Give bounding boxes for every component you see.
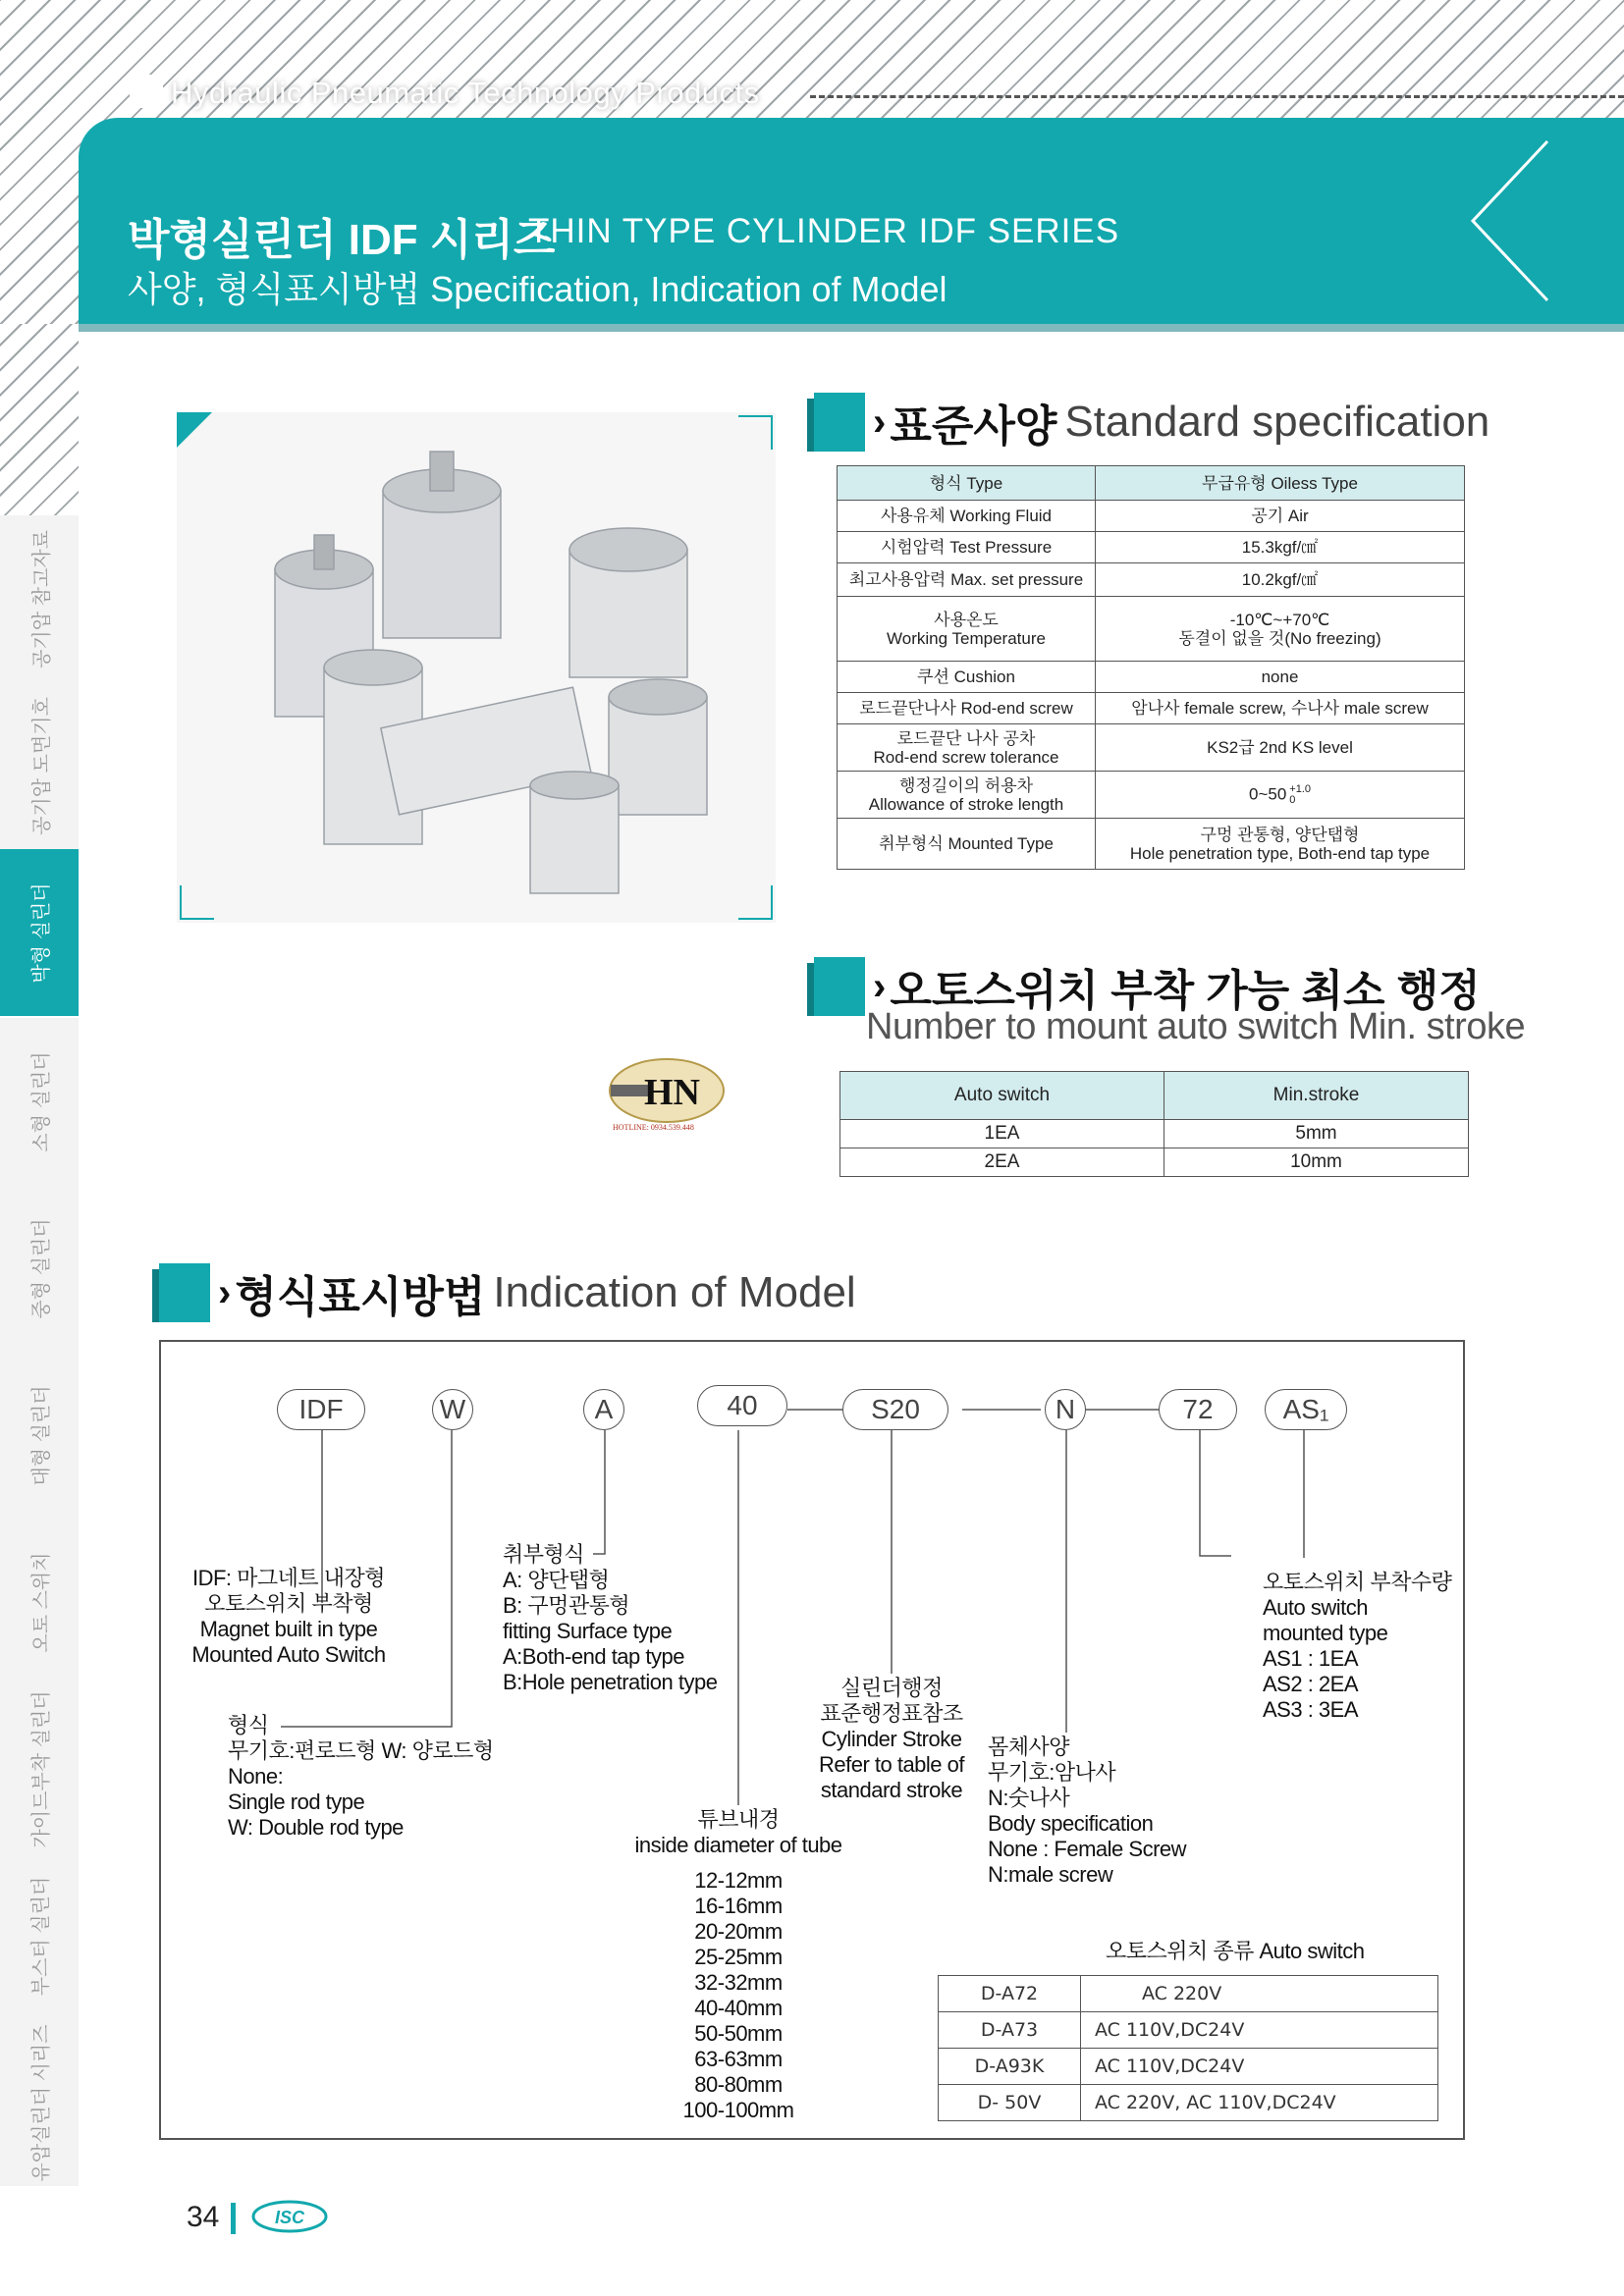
- tolerance: [1289, 784, 1311, 806]
- auto-switch-table: [938, 1975, 1438, 2121]
- heading-marker-icon: [814, 393, 865, 452]
- desc-line: None:: [228, 1764, 284, 1789]
- spec-value-line: 10.2kgf/㎠: [1241, 570, 1319, 589]
- desc-line: standard stroke: [820, 1778, 963, 1802]
- table-header-row: [838, 466, 1465, 501]
- spec-label-line: 로드끝단 나사 공차: [896, 728, 1036, 748]
- table-cell: AC 220V: [1081, 1976, 1438, 2012]
- side-tab[interactable]: [0, 1685, 79, 1853]
- side-tab[interactable]: [0, 1018, 79, 1186]
- table-row: [838, 532, 1465, 563]
- standard-spec-heading-ko: 표준사양: [890, 402, 1057, 451]
- spec-value-cell: [1096, 819, 1465, 870]
- spec-label-line: 사용유체 Working Fluid: [880, 507, 1053, 525]
- table-row: [939, 2049, 1438, 2085]
- standard-spec-heading-en: Standard specification: [1064, 398, 1490, 446]
- table-cell: AC 110V,DC24V: [1081, 2049, 1438, 2085]
- min-stroke-heading-en: Number to mount auto switch Min. stroke: [866, 1006, 1526, 1047]
- spec-label-line: Rod-end screw tolerance: [873, 747, 1059, 767]
- code-idf: IDF: [277, 1389, 365, 1430]
- spec-value-line: 동결이 없을 것(No freezing): [1178, 628, 1381, 648]
- standard-spec-heading: [814, 391, 1489, 454]
- table-cell: D- 50V: [939, 2085, 1081, 2121]
- table-header-cell: 무급유형 Oiless Type: [1096, 466, 1465, 501]
- category-text: Hydraulic Pneumatic Technology Products: [171, 76, 760, 110]
- table-row: [838, 662, 1465, 693]
- desc-line: Body specification: [988, 1811, 1154, 1836]
- spec-label-cell: [838, 597, 1096, 662]
- category-divider: [810, 95, 1624, 98]
- desc-line: Auto switch: [1263, 1595, 1368, 1620]
- side-tab-label: 대형 실린더: [30, 1384, 53, 1486]
- side-tab[interactable]: [0, 849, 79, 1017]
- spec-value-cell: [1096, 501, 1465, 532]
- desc-line: B:Hole penetration type: [503, 1670, 718, 1694]
- spec-label-cell: [838, 693, 1096, 724]
- table-row: [838, 724, 1465, 772]
- side-tab[interactable]: [0, 1852, 79, 2020]
- table-cell: D-A72: [939, 1976, 1081, 2012]
- desc-line: None : Female Screw: [988, 1837, 1187, 1861]
- table-row: [939, 2012, 1438, 2049]
- desc-line: 표준행정표참조: [820, 1701, 963, 1726]
- desc-line: AS2 : 2EA: [1263, 1672, 1359, 1696]
- model-heading: [159, 1261, 856, 1324]
- side-tab-label: 공기압 도면기호: [30, 696, 53, 835]
- side-tab-label: 중형 실린더: [30, 1217, 53, 1319]
- spec-label-line: 로드끝단나사 Rod-end screw: [859, 699, 1073, 718]
- spec-label-line: 행정길이의 허용차: [898, 775, 1034, 795]
- desc-idf: [190, 1566, 387, 1668]
- heading-marker-icon: [814, 957, 865, 1016]
- side-tab[interactable]: [0, 1352, 79, 1520]
- desc-line: inside diameter of tube: [634, 1833, 842, 1857]
- bore-item: 12-12mm: [694, 1868, 783, 1893]
- side-tab[interactable]: [0, 682, 79, 850]
- page-number: 34: [187, 2201, 220, 2233]
- standard-spec-table: [837, 465, 1465, 870]
- desc-line: W: Double rod type: [228, 1815, 404, 1840]
- desc-line: 튜브내경: [697, 1807, 780, 1832]
- chevron-left-icon: [1467, 137, 1555, 304]
- spec-value-line: -10℃~+70℃: [1229, 610, 1330, 629]
- desc-line: fitting Surface type: [503, 1619, 673, 1643]
- table-header-cell: 형식 Type: [838, 466, 1096, 501]
- spec-value-cell: [1096, 662, 1465, 693]
- table-cell: AC 110V,DC24V: [1081, 2012, 1438, 2049]
- code-switch-qty: AS₁: [1265, 1389, 1347, 1430]
- table-cell: D-A73: [939, 2012, 1081, 2049]
- spec-label-line: Allowance of stroke length: [868, 794, 1064, 814]
- spec-label-line: 시험압력 Test Pressure: [880, 538, 1053, 557]
- side-navigation: [0, 515, 79, 2182]
- spec-value-text: 0~50: [1248, 783, 1287, 803]
- table-row: [840, 1148, 1469, 1177]
- bore-item: 32-32mm: [694, 1970, 783, 1995]
- spec-label-cell: [838, 819, 1096, 870]
- desc-body: [988, 1735, 1186, 1888]
- desc-line: 오토스위치 부착형: [204, 1591, 373, 1616]
- desc-switch-qty: [1263, 1570, 1451, 1723]
- spec-value-cell: [1096, 532, 1465, 563]
- code-body: N: [1045, 1389, 1086, 1430]
- spec-label-cell: [838, 501, 1096, 532]
- table-row: [939, 1976, 1438, 2012]
- desc-line: 오토스위치 부착수량: [1263, 1570, 1452, 1594]
- tolerance-upper: +1.0: [1289, 782, 1311, 795]
- side-tab-label: 오토 스위치: [30, 1551, 53, 1653]
- model-heading-en: Indication of Model: [493, 1268, 856, 1316]
- desc-line: 형식: [228, 1713, 269, 1737]
- table-row: [838, 563, 1465, 597]
- code-switch: 72: [1159, 1389, 1237, 1430]
- desc-line: mounted type: [1263, 1621, 1388, 1645]
- side-hatch-background: [0, 324, 79, 515]
- spec-value-cell: [1096, 563, 1465, 597]
- table-cell: 5mm: [1164, 1120, 1469, 1148]
- bore-item: 80-80mm: [694, 2072, 783, 2097]
- desc-line: Refer to table of: [818, 1752, 965, 1777]
- side-tab-label: 가이드부착 실린더: [30, 1689, 53, 1848]
- table-row: [840, 1120, 1469, 1148]
- code-stroke: S20: [842, 1389, 948, 1430]
- desc-mounting: [503, 1542, 717, 1695]
- table-row: [838, 693, 1465, 724]
- table-header-row: [840, 1072, 1469, 1120]
- spec-value-line: 공기 Air: [1251, 507, 1309, 525]
- spec-value-line: none: [1261, 667, 1299, 686]
- desc-line: B: 구멍관통형: [503, 1593, 630, 1618]
- spec-value-cell: [1096, 724, 1465, 772]
- side-tab[interactable]: [0, 515, 79, 683]
- model-heading-ko: 형식표시방법: [235, 1273, 486, 1321]
- table-cell: 1EA: [840, 1120, 1164, 1148]
- product-photo: [177, 412, 776, 923]
- page-title: 박형실린더 IDF 시리즈: [128, 216, 556, 264]
- bore-item: 40-40mm: [694, 1996, 783, 2020]
- isc-logo-text: ISC: [274, 2208, 305, 2227]
- auto-switch-title: 오토스위치 종류 Auto switch: [1106, 1939, 1365, 1963]
- bore-item: 63-63mm: [694, 2047, 783, 2071]
- desc-rod-type: [228, 1713, 494, 1841]
- code-w: W: [432, 1389, 473, 1430]
- title-banner: [79, 118, 1624, 324]
- spec-value-line: 암나사 female screw, 수나사 male screw: [1131, 699, 1429, 718]
- bore-item: 20-20mm: [694, 1919, 783, 1944]
- hn-logo: [603, 1055, 731, 1134]
- desc-line: 취부형식: [503, 1542, 585, 1567]
- chevron-right-icon: ›: [218, 1270, 232, 1314]
- desc-line: A:Both-end tap type: [503, 1644, 684, 1669]
- spec-value-line: 15.3kgf/㎠: [1241, 538, 1319, 557]
- desc-line: 몸체사양: [988, 1735, 1070, 1759]
- logo-text: HN: [644, 1072, 700, 1113]
- desc-stroke: [793, 1676, 990, 1803]
- desc-line: 무기호:편로드형 W: 양로드형: [228, 1738, 494, 1763]
- spec-label-cell: [838, 724, 1096, 772]
- page-title-english: THIN TYPE CYLINDER IDF SERIES: [528, 212, 1120, 250]
- code-a: A: [583, 1389, 624, 1430]
- table-row: [838, 597, 1465, 662]
- desc-line: Mounted Auto Switch: [191, 1642, 386, 1667]
- side-tab-label: 소형 실린더: [30, 1050, 53, 1152]
- bore-item: 25-25mm: [694, 1945, 783, 1969]
- category-square-icon: [130, 79, 159, 108]
- min-stroke-table: [839, 1071, 1469, 1177]
- logo-hotline: HOTLINE: 0934.539.448: [613, 1123, 694, 1132]
- isc-logo: [250, 2199, 329, 2234]
- desc-line: Cylinder Stroke: [821, 1727, 962, 1751]
- spec-value-line: 구멍 관통형, 양단탭형: [1200, 825, 1360, 844]
- side-tab-label: 박형 실린더: [30, 881, 53, 984]
- chevron-right-icon: ›: [873, 964, 887, 1008]
- desc-line: N:숫나사: [988, 1786, 1070, 1810]
- side-tab[interactable]: [0, 1519, 79, 1686]
- desc-line: IDF: 마그네트 내장형: [191, 1566, 386, 1590]
- page-number-divider: [231, 2203, 236, 2234]
- table-header-cell: Min.stroke: [1164, 1072, 1469, 1120]
- spec-value-cell: [1096, 693, 1465, 724]
- table-row: [838, 501, 1465, 532]
- heading-marker-icon: [159, 1263, 210, 1322]
- table-row: [939, 2085, 1438, 2121]
- code-bore: 40: [697, 1385, 787, 1426]
- tolerance-lower: 0: [1289, 793, 1296, 806]
- spec-value-cell: [1096, 597, 1465, 662]
- spec-value-line: Hole penetration type, Both-end tap type: [1129, 843, 1431, 863]
- desc-line: AS3 : 3EA: [1263, 1697, 1359, 1722]
- table-row: [838, 819, 1465, 870]
- desc-bore: [621, 1807, 856, 2123]
- side-tab-label: 부스터 실린더: [30, 1876, 53, 1996]
- page-subtitle: 사양, 형식표시방법 Specification, Indication of Model: [128, 269, 947, 309]
- side-tab-label: 유압실린더 시리즈: [30, 2023, 53, 2182]
- bore-item: 50-50mm: [694, 2021, 783, 2046]
- table-row: [838, 772, 1465, 819]
- desc-line: 무기호:암나사: [988, 1760, 1116, 1785]
- table-header-cell: Auto switch: [840, 1072, 1164, 1120]
- table-cell: 2EA: [840, 1148, 1164, 1177]
- bore-item: 100-100mm: [682, 2098, 794, 2122]
- chevron-right-icon: ›: [873, 400, 887, 444]
- spec-label-cell: [838, 563, 1096, 597]
- spec-value-line: KS2급 2nd KS level: [1207, 738, 1353, 757]
- desc-line: Single rod type: [228, 1789, 365, 1814]
- spec-label-line: 취부형식 Mounted Type: [879, 834, 1054, 853]
- side-tab-label: 공기압 참고자료: [30, 529, 53, 668]
- desc-line: 실린더행정: [840, 1676, 943, 1700]
- side-tab[interactable]: [0, 2019, 79, 2187]
- table-cell: 10mm: [1164, 1148, 1469, 1177]
- spec-label-cell: [838, 662, 1096, 693]
- desc-line: A: 양단탭형: [503, 1568, 610, 1592]
- desc-line: N:male screw: [988, 1862, 1113, 1887]
- spec-value-line: [1249, 784, 1311, 806]
- bore-item: 16-16mm: [694, 1894, 783, 1918]
- table-cell: AC 220V, AC 110V,DC24V: [1081, 2085, 1438, 2121]
- spec-label-line: 사용온도: [934, 610, 999, 629]
- desc-line: AS1 : 1EA: [1263, 1646, 1359, 1671]
- spec-label-line: 최고사용압력 Max. set pressure: [848, 570, 1084, 589]
- spec-label-cell: [838, 532, 1096, 563]
- spec-label-line: 쿠션 Cushion: [917, 667, 1015, 686]
- min-stroke-heading-ko: 오토스위치 부착 가능 최소 행정: [890, 967, 1481, 1015]
- spec-label-line: Working Temperature: [887, 628, 1046, 648]
- spec-label-cell: [838, 772, 1096, 819]
- side-tab[interactable]: [0, 1185, 79, 1353]
- category-label: [130, 69, 760, 118]
- desc-line: Magnet built in type: [199, 1617, 378, 1641]
- spec-value-cell: [1096, 772, 1465, 819]
- table-cell: D-A93K: [939, 2049, 1081, 2085]
